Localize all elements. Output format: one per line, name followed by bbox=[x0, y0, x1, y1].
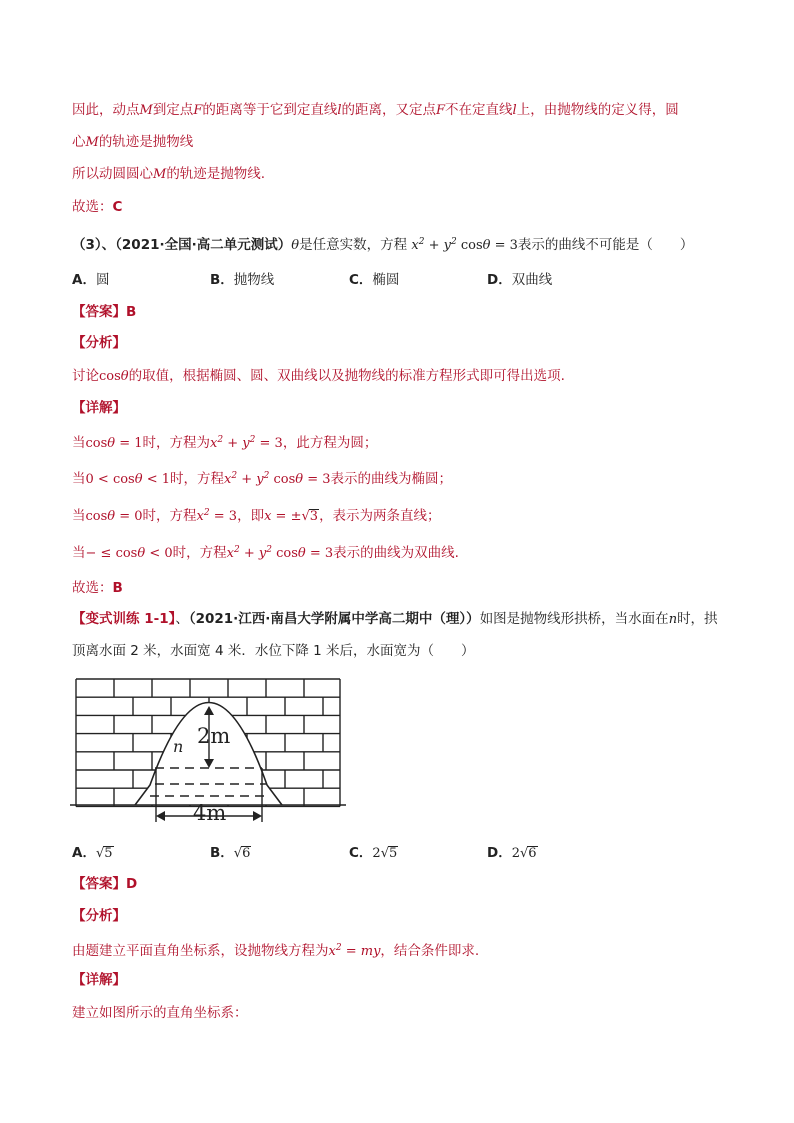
text: 到定点 bbox=[152, 102, 194, 118]
symbol: F bbox=[193, 103, 203, 118]
equation: $x^2 + y^2$ cosθ = 3 bbox=[226, 545, 334, 561]
question-stem bbox=[72, 641, 734, 661]
detail-line bbox=[72, 466, 734, 490]
option-c bbox=[349, 270, 399, 290]
text: 时，方程 bbox=[172, 545, 227, 561]
symbol: n bbox=[668, 612, 678, 627]
paragraph-line bbox=[72, 164, 734, 185]
detail-tag bbox=[72, 970, 734, 990]
text: 时，方程为 bbox=[142, 435, 211, 451]
expression: cosθ = 1 bbox=[85, 436, 143, 451]
text: 故选： bbox=[72, 199, 113, 215]
option-value: 2√6 bbox=[511, 846, 537, 861]
detail-tag bbox=[72, 398, 734, 418]
option-letter: C． bbox=[349, 845, 373, 861]
option-b bbox=[210, 843, 251, 864]
symbol: l bbox=[337, 103, 342, 118]
answer-value: B bbox=[126, 304, 137, 320]
answer-line bbox=[72, 197, 734, 217]
answer-tag: 【答案】 bbox=[72, 876, 126, 892]
equation: x = ±√3 bbox=[264, 509, 319, 524]
tag: 【详解】 bbox=[72, 972, 126, 988]
text: ，结合条件即求. bbox=[380, 943, 480, 959]
text: 的轨迹是抛物线. bbox=[166, 166, 266, 182]
answer-tag: 【答案】 bbox=[72, 304, 126, 320]
text: 时，方程 bbox=[142, 508, 197, 524]
question-stem bbox=[72, 609, 734, 630]
coefficient: 2 bbox=[511, 846, 520, 861]
symbol: θ bbox=[291, 238, 300, 253]
text: 建立如图所示的直角坐标系： bbox=[72, 1005, 248, 1021]
text: 讨论 bbox=[72, 368, 99, 384]
label-4m: 4m bbox=[193, 801, 227, 825]
option-letter: B． bbox=[210, 845, 234, 861]
option-text: 圆 bbox=[95, 272, 110, 288]
equation: $x^2 = 3$ bbox=[196, 508, 238, 524]
option-letter: A． bbox=[72, 845, 96, 861]
text: 的距离，又定点 bbox=[341, 102, 437, 118]
answer-line bbox=[72, 874, 734, 894]
question-source: （2021·全国·高二单元测试） bbox=[115, 237, 292, 253]
radicand: 6 bbox=[242, 846, 251, 861]
paragraph-line bbox=[72, 132, 734, 153]
symbol: l bbox=[512, 103, 517, 118]
option-letter: A． bbox=[72, 272, 96, 288]
label-2m: 2m bbox=[197, 724, 231, 748]
label-n: n bbox=[173, 737, 184, 756]
tag: 【详解】 bbox=[72, 400, 126, 416]
question-stem bbox=[72, 232, 734, 256]
option-b bbox=[210, 270, 274, 290]
tag: 【分析】 bbox=[72, 908, 126, 924]
text: 当 bbox=[72, 545, 86, 561]
text: 是任意实数，方程 bbox=[299, 237, 408, 253]
text: 、 bbox=[175, 611, 189, 627]
answer-value: D bbox=[126, 876, 138, 892]
equation: $x^2 + y^2 = 3$ bbox=[210, 435, 283, 451]
detail-line bbox=[72, 1003, 734, 1023]
arch-bridge-figure bbox=[70, 672, 346, 830]
analysis-tag bbox=[72, 906, 734, 926]
equation: $x^2 + y^2$ cosθ = 3 bbox=[411, 237, 518, 253]
text: 不在定直线 bbox=[445, 102, 513, 118]
option-text: 双曲线 bbox=[511, 272, 553, 288]
option-letter: C． bbox=[349, 272, 373, 288]
text: 的轨迹是抛物线 bbox=[98, 134, 194, 150]
symbol: M bbox=[85, 135, 99, 150]
option-letter: D． bbox=[487, 272, 512, 288]
width-arrow-left bbox=[156, 811, 165, 821]
paragraph-line bbox=[72, 100, 734, 121]
detail-line bbox=[72, 503, 734, 527]
option-a bbox=[72, 843, 114, 864]
text: 所以动圆圆心 bbox=[72, 166, 153, 182]
analysis-line bbox=[72, 938, 734, 962]
text: 时，方程 bbox=[170, 471, 224, 487]
radicand: 5 bbox=[104, 846, 113, 861]
analysis-tag bbox=[72, 333, 734, 353]
text: 的距离等于它到定直线 bbox=[202, 102, 338, 118]
text: 时，拱 bbox=[677, 611, 718, 627]
option-text: 抛物线 bbox=[233, 272, 275, 288]
radicand: 5 bbox=[389, 846, 398, 861]
tag: 【分析】 bbox=[72, 335, 126, 351]
option-value: 2√5 bbox=[372, 846, 398, 861]
option-c bbox=[349, 843, 398, 864]
text: 表示的曲线为椭圆； bbox=[330, 471, 453, 487]
text: ，即 bbox=[237, 508, 265, 524]
analysis-line bbox=[72, 366, 734, 387]
symbol: M bbox=[153, 167, 167, 182]
answer-value: B bbox=[112, 580, 123, 596]
equation: $x^2 + y^2$ cosθ = 3 bbox=[224, 471, 331, 487]
detail-line bbox=[72, 540, 734, 564]
text: 表示的曲线为双曲线. bbox=[333, 545, 459, 561]
question-source: （2021·江西·南昌大学附属中学高二期中（理）） bbox=[188, 611, 480, 627]
text: 当 bbox=[72, 471, 86, 487]
option-letter: D． bbox=[487, 845, 512, 861]
symbol: M bbox=[139, 103, 153, 118]
text: 顶离水面 2 米，水面宽 4 米．水位下降 1 米后，水面宽为（ ） bbox=[72, 643, 475, 659]
option-d bbox=[487, 843, 538, 864]
expression: cosθ = 0 bbox=[85, 509, 143, 524]
symbol: F bbox=[436, 103, 446, 118]
coefficient: 2 bbox=[372, 846, 381, 861]
expression: − ≤ cosθ < 0 bbox=[85, 546, 173, 561]
answer-value: C bbox=[112, 199, 123, 215]
variant-tag: 【变式训练 1-1】 bbox=[72, 611, 176, 627]
text: 当 bbox=[72, 435, 86, 451]
radicand: 6 bbox=[528, 846, 537, 861]
text: 上，由抛物线的定义得，圆 bbox=[516, 102, 679, 118]
answer-line bbox=[72, 302, 734, 322]
option-letter: B． bbox=[210, 272, 234, 288]
answer-line bbox=[72, 578, 734, 598]
detail-line bbox=[72, 430, 734, 454]
text: 故选： bbox=[72, 580, 113, 596]
expression: 0 < cosθ < 1 bbox=[85, 472, 170, 487]
option-d bbox=[487, 270, 552, 290]
option-a bbox=[72, 270, 109, 290]
text: 当 bbox=[72, 508, 86, 524]
text: ，此方程为圆； bbox=[282, 435, 378, 451]
text: 的取值，根据椭圆、圆、双曲线以及抛物线的标准方程形式即可得出选项. bbox=[128, 368, 565, 384]
text: 由题建立平面直角坐标系，设抛物线方程为 bbox=[72, 943, 329, 959]
text: ，表示为两条直线； bbox=[319, 508, 441, 524]
text: 心 bbox=[72, 134, 86, 150]
option-text: 椭圆 bbox=[372, 272, 400, 288]
expression: cosθ bbox=[99, 369, 129, 384]
width-arrow-right bbox=[253, 811, 262, 821]
equation: $x^2$ = my bbox=[328, 943, 381, 959]
option-value: √6 bbox=[233, 846, 251, 861]
text: 如图是抛物线形拱桥，当水面在 bbox=[479, 611, 669, 627]
text: 表示的曲线不可能是（ ） bbox=[517, 237, 694, 253]
option-value: √5 bbox=[95, 846, 113, 861]
question-number: （3）、 bbox=[72, 237, 116, 253]
text: 因此，动点 bbox=[72, 102, 140, 118]
